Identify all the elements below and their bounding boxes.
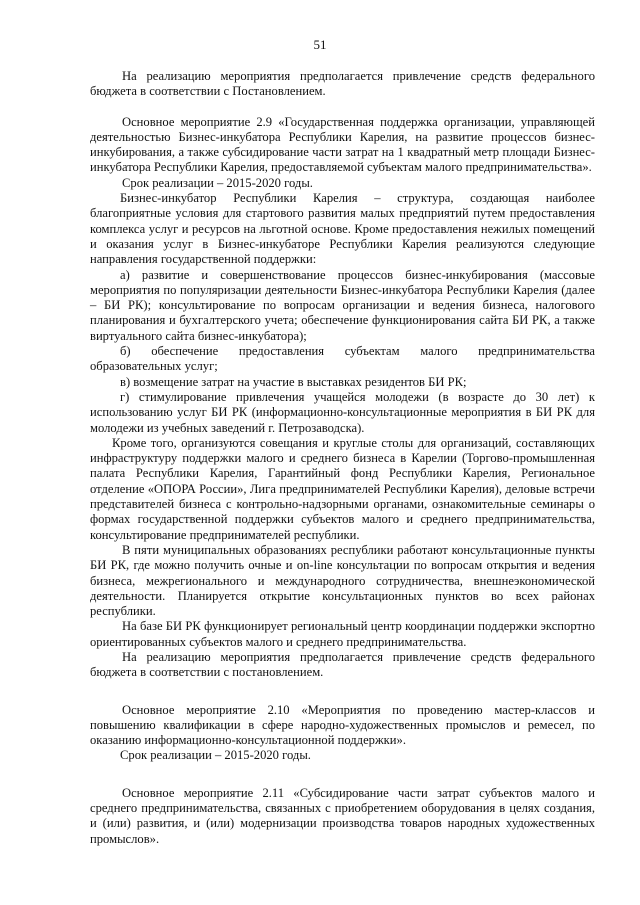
paragraph-measure-2-9: Основное мероприятие 2.9 «Государственная поддержка организации, управляющей деятельностью Бизнес-инкубатора Республики Карелия, на развитие процессов бизнес-инкубирования, а также субсидирование части затрат на 1 квадратный метр площади Бизнес-инкубатора Республики Карелия, предоставляемой субъектам малого предпринимательства».: [90, 114, 595, 175]
paragraph-measure-2-10: Основное мероприятие 2.10 «Мероприятия по проведению мастер-классов и повышению квалификации в сфере народно-художественных промыслов и ремесел, по оказанию информационно-консультационной поддержки».: [90, 702, 595, 748]
page-number: 51: [313, 37, 327, 52]
paragraph-incubator-intro: Бизнес-инкубатор Республики Карелия – структура, создающая наиболее благоприятные условия для стартового развития малых предприятий путем предоставления комплекса услуг и ресурсов на льготной основе. Кроме предоставления нежилых помещений и оказания услуг в Бизнес-инкубаторе Республики Карелия реализуются следующие направления государственной поддержки:: [90, 191, 595, 267]
paragraph-consult-points: В пяти муниципальных образованиях республики работают консультационные пункты БИ РК, где можно получить очные и on-line консультации по вопросам открытия и ведения бизнеса, межрегионального и международного сотрудничества, внешнеэкономической деятельности. Планируется открытие консультационных пунктов во всех районах республики.: [90, 542, 595, 619]
paragraph-item-a: а) развитие и совершенствование процессов бизнес-инкубирования (массовые мероприятия по популяризации деятельности Бизнес-инкубатора Республики Карелия (далее – БИ РК); консультирование по вопросам организации и ведения бизнеса, налогового планирования и бухгалтерского учета; обеспечение функционирования сайта БИ РК, а также виртуального сайта бизнес-инкубатора);: [90, 267, 595, 343]
paragraph-export-center: На базе БИ РК функционирует региональный центр координации поддержки экспортно ориентированных субъектов малого и среднего предпринимательства.: [90, 619, 595, 649]
paragraph-measure-2-11: Основное мероприятие 2.11 «Субсидирование части затрат субъектов малого и среднего предпринимательства, связанных с приобретением оборудования в целях создания, и (или) развития, и (или) модернизации производства товаров народных художественных промыслов».: [90, 785, 595, 846]
paragraph-meetings: Кроме того, организуются совещания и круглые столы для организаций, составляющих инфраструктуру поддержки малого и среднего бизнеса в Карелии (Торгово-промышленная палата Республики Карелия, Гарантийный фонд Республики Карелия, Региональное отделение «ОПОРА России», Лига предпринимателей Республики Карелия), деловые встречи представителей бизнеса с контрольно-надзорными органами, ознакомительные семинары о формах государственной поддержки субъектов малого и среднего предпринимательства, консультирование предпринимателей республики.: [90, 435, 595, 542]
paragraph-item-v: в) возмещение затрат на участие в выставках резидентов БИ РК;: [120, 374, 467, 389]
paragraph-item-g: г) стимулирование привлечения учащейся молодежи (в возрасте до 30 лет) к использованию услуг БИ РК (информационно-консультационные мероприятия в БИ РК для молодежи из учебных заведений г. Петрозаводска).: [90, 389, 595, 435]
document-body: [90, 69, 595, 847]
paragraph-funding-2: На реализацию мероприятия предполагается привлечение средств федерального бюджета в соответствии с постановлением.: [90, 649, 595, 680]
paragraph-funding-1: На реализацию мероприятия предполагается привлечение средств федерального бюджета в соответствии с Постановлением.: [90, 69, 595, 99]
paragraph-term-2-9: Срок реализации – 2015-2020 годы.: [122, 175, 313, 190]
paragraph-item-b: б) обеспечение предоставления субъектам малого предпринимательства образовательных услуг;: [90, 344, 595, 374]
paragraph-term-2-10: Срок реализации – 2015-2020 годы.: [120, 748, 311, 763]
